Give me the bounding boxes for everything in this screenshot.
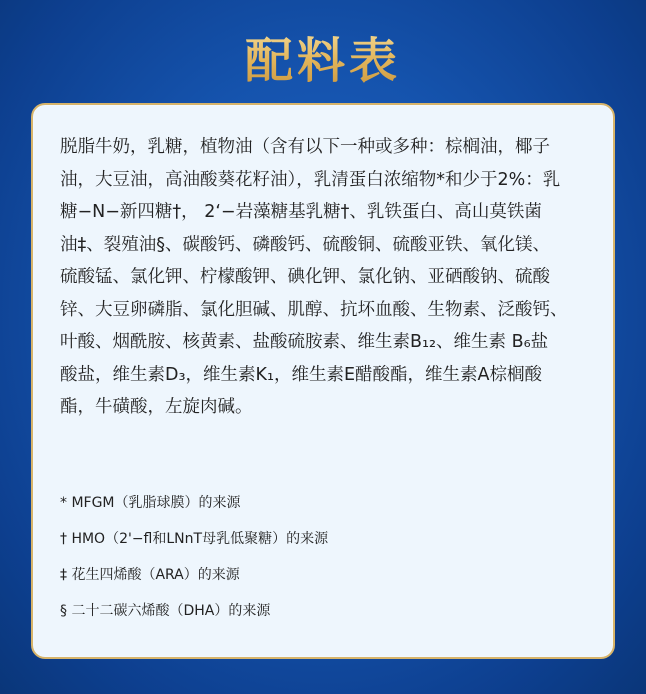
ingredients-line: 叶酸、烟酰胺、核黄素、盐酸硫胺素、维生素B₁₂、维生素 B₆盐 (60, 332, 549, 352)
ingredients-line: 酯，牛磺酸，左旋肉碱。 (60, 397, 253, 417)
ingredients-line: 脱脂牛奶，乳糖，植物油（含有以下一种或多种：棕榈油，椰子 (60, 137, 550, 157)
ingredients-line: 油，大豆油，高油酸葵花籽油），乳清蛋白浓缩物*和少于2%：乳 (60, 169, 561, 190)
footnote-ara: ‡ 花生四烯酸（ARA）的来源 (60, 567, 240, 583)
footnote-mfgm: * MFGM（乳脂球膜）的来源 (60, 495, 241, 511)
page-title: 配料表 (0, 22, 646, 91)
ingredients-list (60, 131, 592, 424)
ingredients-line: 硫酸锰、氯化钾、柠檬酸钾、碘化钾、氯化钠、亚硒酸钠、硫酸 (60, 267, 550, 287)
footnote-dha: § 二十二碳六烯酸（DHA）的来源 (60, 603, 271, 619)
ingredients-card (31, 103, 615, 659)
ingredients-line: 糖−N−新四糖†， 2‘−岩藻糖基乳糖†、乳铁蛋白、高山莫铁菌 (60, 202, 542, 222)
ingredients-line: 油‡、裂殖油§、碳酸钙、磷酸钙、硫酸铜、硫酸亚铁、氧化镁、 (60, 234, 550, 255)
footnote-hmo: † HMO（2'−fl和LNnT母乳低聚糖）的来源 (60, 531, 329, 547)
ingredients-line: 锌、大豆卵磷脂、氯化胆碱、肌醇、抗坏血酸、生物素、泛酸钙、 (60, 299, 568, 320)
footnotes (60, 485, 592, 629)
ingredients-line: 酸盐，维生素D₃，维生素K₁，维生素E醋酸酯，维生素A棕榈酸 (60, 364, 543, 385)
